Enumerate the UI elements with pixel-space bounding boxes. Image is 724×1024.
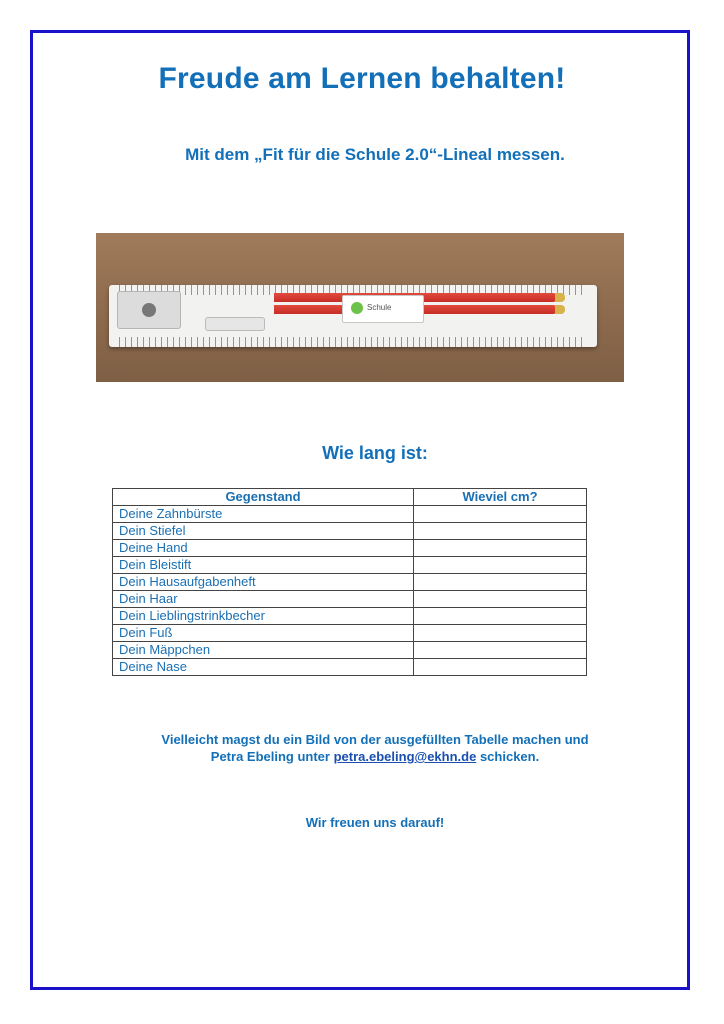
cm-cell: [414, 506, 587, 523]
column-header-cm: Wieviel cm?: [414, 489, 587, 506]
item-cell: Deine Hand: [113, 540, 414, 557]
ruler-ticks-bottom: [119, 337, 587, 347]
table-row: [113, 591, 587, 608]
item-cell: Dein Lieblingstrinkbecher: [113, 608, 414, 625]
table-row: [113, 659, 587, 676]
cm-cell: [414, 557, 587, 574]
clip-label: Schule: [367, 303, 392, 312]
closing-text: Wir freuen uns darauf!: [305, 815, 445, 830]
section-question: Wie lang ist:: [322, 443, 428, 463]
cm-cell: [414, 659, 587, 676]
item-cell: Dein Hausaufgabenheft: [113, 574, 414, 591]
cm-cell: [414, 523, 587, 540]
page-title: Freude am Lernen behalten!: [158, 62, 566, 95]
sharpener-hole: [142, 303, 156, 317]
table-row: [113, 642, 587, 659]
measurement-table: [112, 488, 587, 676]
table-row: [113, 574, 587, 591]
table-row: [113, 506, 587, 523]
note-paragraph: [0, 731, 724, 765]
cm-cell: [414, 591, 587, 608]
table-header-row: [113, 489, 587, 506]
cm-cell: [414, 642, 587, 659]
item-cell: Dein Haar: [113, 591, 414, 608]
table-row: [113, 523, 587, 540]
email-link[interactable]: petra.ebeling@ekhn.de: [333, 749, 477, 764]
ruler-photo: [96, 233, 624, 382]
column-header-item: Gegenstand: [113, 489, 414, 506]
ruler-clip: [342, 295, 424, 323]
item-cell: Dein Stiefel: [113, 523, 414, 540]
table-row: [113, 540, 587, 557]
item-cell: Dein Mäppchen: [113, 642, 414, 659]
note-line-1: Vielleicht magst du ein Bild von der ausgefüllten Tabelle machen und: [161, 732, 589, 747]
table-row: [113, 625, 587, 642]
cm-cell: [414, 574, 587, 591]
item-cell: Deine Zahnbürste: [113, 506, 414, 523]
note-suffix: schicken.: [479, 749, 540, 764]
item-cell: Dein Fuß: [113, 625, 414, 642]
sharpener: [117, 291, 181, 329]
cm-cell: [414, 608, 587, 625]
item-cell: Deine Nase: [113, 659, 414, 676]
page-subtitle: Mit dem „Fit für die Schule 2.0“-Lineal messen.: [185, 145, 565, 164]
cm-cell: [414, 540, 587, 557]
ruler: [109, 285, 597, 347]
note-prefix: Petra Ebeling unter: [210, 749, 330, 764]
table-row: [113, 608, 587, 625]
item-cell: Dein Bleistift: [113, 557, 414, 574]
note-line-2: [0, 748, 724, 765]
table-row: [113, 557, 587, 574]
eraser-slot: [205, 317, 265, 331]
logo-dot: [351, 302, 363, 314]
cm-cell: [414, 625, 587, 642]
